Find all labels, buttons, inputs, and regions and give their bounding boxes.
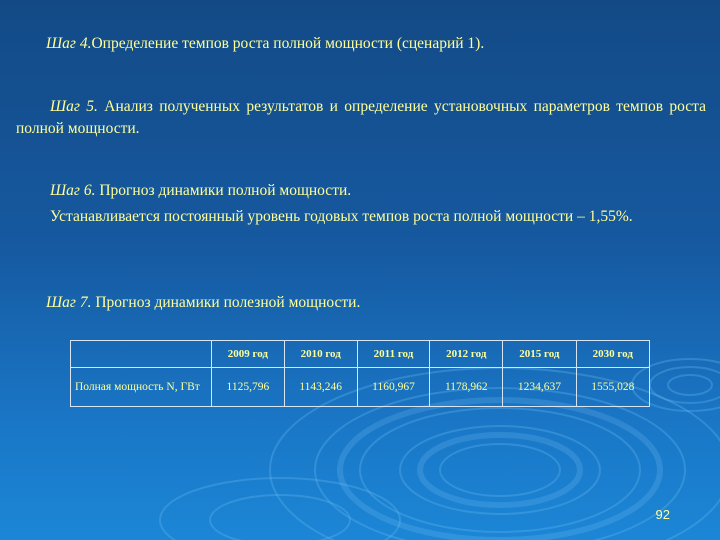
growth-rate-text: Устанавливается постоянный уровень годовых темпов роста полной мощности – 1,55%.: [50, 208, 633, 225]
step-6-text: Прогноз динамики полной мощности.: [95, 182, 352, 199]
step-5-paragraph: [16, 96, 706, 140]
table-header-cell: 2012 год: [430, 341, 503, 368]
table-header-row: [71, 341, 650, 368]
table-cell: 1234,637: [503, 368, 576, 407]
page-number: 92: [655, 507, 670, 522]
step-5-label: Шаг 5.: [50, 98, 98, 115]
table-row: [71, 368, 650, 407]
table-row-label: Полная мощность N, ГВт: [71, 368, 212, 407]
table-header-cell: 2030 год: [576, 341, 649, 368]
step-7-label: Шаг 7.: [46, 294, 92, 311]
step-4-text: Определение темпов роста полной мощности (сценарий 1).: [91, 35, 485, 52]
table-header-cell: 2015 год: [503, 341, 576, 368]
step-4-label: Шаг 4.: [46, 35, 92, 52]
table-cell: 1143,246: [284, 368, 357, 407]
step-5-text: Анализ полученных результатов и определение установочных параметров темпов роста полной мощности.: [16, 98, 707, 137]
growth-rate-paragraph: [16, 206, 706, 228]
table-header-cell: 2011 год: [357, 341, 430, 368]
step-7-paragraph: [46, 292, 706, 314]
step-6-paragraph: [16, 180, 706, 202]
table-header-cell: 2010 год: [284, 341, 357, 368]
power-forecast-table: [70, 340, 650, 407]
table-header-cell: 2009 год: [212, 341, 285, 368]
step-4-paragraph: [46, 33, 706, 55]
table-header-cell: [71, 341, 212, 368]
table-cell: 1555,028: [576, 368, 649, 407]
step-7-text: Прогноз динамики полезной мощности.: [91, 294, 361, 311]
table-cell: 1178,962: [430, 368, 503, 407]
table-cell: 1125,796: [212, 368, 285, 407]
table-cell: 1160,967: [357, 368, 430, 407]
step-6-label: Шаг 6.: [50, 182, 96, 199]
